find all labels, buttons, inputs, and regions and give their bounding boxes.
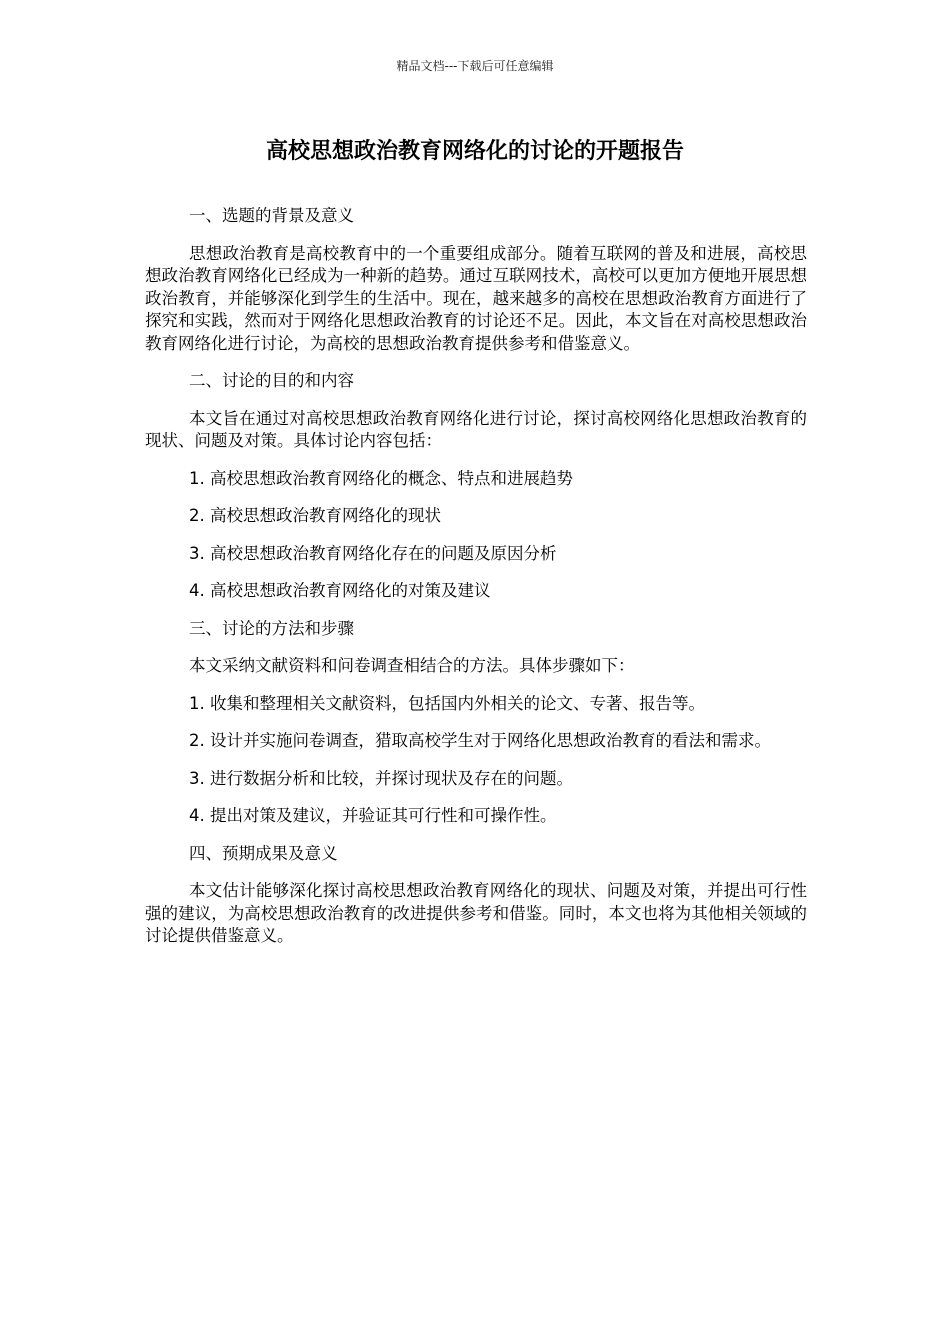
- list-item: 1. 高校思想政治教育网络化的概念、特点和进展趋势: [189, 468, 573, 488]
- list-item: 3. 高校思想政治教育网络化存在的问题及原因分析: [189, 543, 557, 563]
- section-heading: 二、讨论的目的和内容: [189, 371, 354, 390]
- list-item: 4. 高校思想政治教育网络化的对策及建议: [189, 581, 491, 600]
- paragraph: 本文旨在通过对高校思想政治教育网络化进行讨论，探讨高校网络化思想政治教育的现状、问题及对策。具体讨论内容包括：: [145, 408, 807, 450]
- list-item: 4. 提出对策及建议，并验证其可行性和可操作性。: [189, 806, 557, 825]
- list-item: 1. 收集和整理相关文献资料，包括国内外相关的论文、专著、报告等。: [189, 693, 705, 713]
- document-title: 高校思想政治教育网络化的讨论的开题报告: [265, 139, 684, 164]
- paragraph: 本文采纳文献资料和问卷调查相结合的方法。具体步骤如下：: [189, 656, 635, 675]
- list-item: 2. 设计并实施问卷调查，猎取高校学生对于网络化思想政治教育的看法和需求。: [189, 731, 771, 750]
- document-body: [145, 205, 807, 963]
- paragraph: 本文估计能够深化探讨高校思想政治教育网络化的现状、问题及对策，并提出可行性强的建议，为高校思想政治教育的改进提供参考和借鉴。同时，本文也将为其他相关领域的讨论提供借鉴意义。: [145, 881, 807, 945]
- list-item: 2. 高校思想政治教育网络化的现状: [189, 506, 441, 525]
- paragraph: 思想政治教育是高校教育中的一个重要组成部分。随着互联网的普及和进展，高校思想政治教育网络化已经成为一种新的趋势。通过互联网技术，高校可以更加方便地开展思想政治教育，并能够深化到学生的生活中。现在，越来越多的高校在思想政治教育方面进行了探究和实践，然而对于网络化思想政治教育的讨论还不足。因此，本文旨在对高校思想政治教育网络化进行讨论，为高校的思想政治教育提供参考和借鉴意义。: [145, 243, 807, 353]
- header-note: 精品文档---下载后可任意编辑: [396, 59, 554, 73]
- list-item: 3. 进行数据分析和比较，并探讨现状及存在的问题。: [189, 768, 573, 788]
- section-heading: 四、预期成果及意义: [189, 843, 338, 863]
- section-heading: 一、选题的背景及意义: [189, 206, 354, 225]
- section-heading: 三、讨论的方法和步骤: [189, 618, 354, 638]
